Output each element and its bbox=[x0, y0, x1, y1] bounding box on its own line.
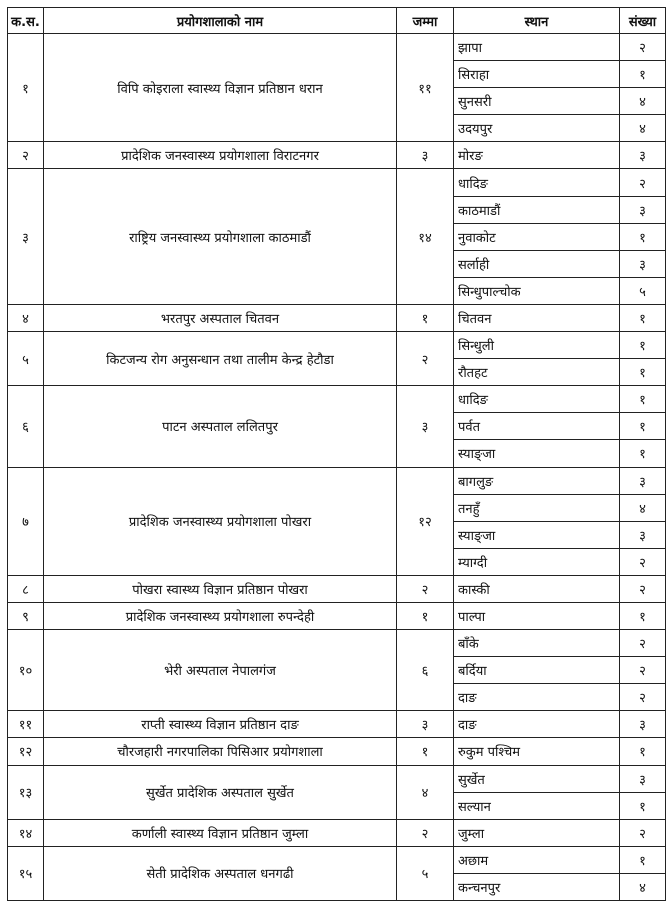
lab-name-cell: भरतपुर अस्पताल चितवन bbox=[44, 304, 397, 331]
table-row bbox=[8, 332, 666, 359]
table-row bbox=[8, 738, 666, 765]
table-body bbox=[8, 34, 666, 901]
table-row bbox=[8, 602, 666, 629]
count-cell: २ bbox=[620, 34, 666, 61]
serial-cell: १५ bbox=[8, 846, 44, 900]
count-cell: ४ bbox=[620, 115, 666, 142]
serial-cell: १२ bbox=[8, 738, 44, 765]
place-cell: झापा bbox=[454, 34, 620, 61]
table-row bbox=[8, 467, 666, 494]
place-cell: बाँके bbox=[454, 630, 620, 657]
table-row bbox=[8, 765, 666, 792]
serial-cell: ९ bbox=[8, 602, 44, 629]
total-cell: ६ bbox=[397, 630, 454, 711]
count-cell: १ bbox=[620, 602, 666, 629]
serial-cell: ६ bbox=[8, 386, 44, 467]
count-cell: २ bbox=[620, 657, 666, 684]
lab-name-cell: राप्ती स्वास्थ्य विज्ञान प्रतिष्ठान दाङ bbox=[44, 711, 397, 738]
table-row bbox=[8, 575, 666, 602]
place-cell: दाङ bbox=[454, 711, 620, 738]
count-cell: १ bbox=[620, 413, 666, 440]
count-cell: १ bbox=[620, 223, 666, 250]
place-cell: कास्की bbox=[454, 575, 620, 602]
serial-cell: ४ bbox=[8, 304, 44, 331]
count-cell: १ bbox=[620, 792, 666, 819]
table-row bbox=[8, 630, 666, 657]
place-cell: सर्लाही bbox=[454, 250, 620, 277]
table-row bbox=[8, 169, 666, 196]
place-cell: सल्यान bbox=[454, 792, 620, 819]
place-cell: स्याङ्जा bbox=[454, 521, 620, 548]
header-row bbox=[8, 8, 666, 34]
count-cell: ३ bbox=[620, 196, 666, 223]
place-cell: रुकुम पश्चिम bbox=[454, 738, 620, 765]
count-cell: ३ bbox=[620, 765, 666, 792]
count-cell: ५ bbox=[620, 277, 666, 304]
place-cell: तनहुँ bbox=[454, 494, 620, 521]
lab-name-cell: सेती प्रादेशिक अस्पताल धनगढी bbox=[44, 846, 397, 900]
place-cell: काठमाडौं bbox=[454, 196, 620, 223]
lab-distribution-table bbox=[7, 7, 666, 901]
place-cell: पर्वत bbox=[454, 413, 620, 440]
header-lab-name: प्रयोगशालाको नाम bbox=[44, 8, 397, 34]
lab-name-cell: राष्ट्रिय जनस्वास्थ्य प्रयोगशाला काठमाडौं bbox=[44, 169, 397, 304]
count-cell: १ bbox=[620, 846, 666, 873]
serial-cell: १० bbox=[8, 630, 44, 711]
count-cell: १ bbox=[620, 304, 666, 331]
total-cell: ३ bbox=[397, 142, 454, 169]
count-cell: २ bbox=[620, 630, 666, 657]
count-cell: १ bbox=[620, 332, 666, 359]
total-cell: ११ bbox=[397, 34, 454, 142]
lab-name-cell: किटजन्य रोग अनुसन्धान तथा तालीम केन्द्र हेटौडा bbox=[44, 332, 397, 386]
place-cell: अछाम bbox=[454, 846, 620, 873]
place-cell: चितवन bbox=[454, 304, 620, 331]
serial-cell: ११ bbox=[8, 711, 44, 738]
place-cell: म्याग्दी bbox=[454, 548, 620, 575]
count-cell: २ bbox=[620, 684, 666, 711]
count-cell: ३ bbox=[620, 142, 666, 169]
place-cell: धादिङ bbox=[454, 169, 620, 196]
header-count: संख्या bbox=[620, 8, 666, 34]
lab-name-cell: भेरी अस्पताल नेपालगंज bbox=[44, 630, 397, 711]
lab-name-cell: प्रादेशिक जनस्वास्थ्य प्रयोगशाला विराटनगर bbox=[44, 142, 397, 169]
serial-cell: ५ bbox=[8, 332, 44, 386]
count-cell: ४ bbox=[620, 88, 666, 115]
count-cell: १ bbox=[620, 738, 666, 765]
table-row bbox=[8, 34, 666, 61]
count-cell: ४ bbox=[620, 873, 666, 900]
header-serial: क.स. bbox=[8, 8, 44, 34]
lab-name-cell: कर्णाली स्वास्थ्य विज्ञान प्रतिष्ठान जुम्ला bbox=[44, 819, 397, 846]
total-cell: ३ bbox=[397, 386, 454, 467]
count-cell: २ bbox=[620, 169, 666, 196]
place-cell: बर्दिया bbox=[454, 657, 620, 684]
place-cell: बागलुङ bbox=[454, 467, 620, 494]
count-cell: १ bbox=[620, 386, 666, 413]
total-cell: २ bbox=[397, 819, 454, 846]
table-row bbox=[8, 386, 666, 413]
count-cell: १ bbox=[620, 359, 666, 386]
total-cell: १२ bbox=[397, 467, 454, 575]
count-cell: ३ bbox=[620, 711, 666, 738]
place-cell: नुवाकोट bbox=[454, 223, 620, 250]
count-cell: १ bbox=[620, 61, 666, 88]
count-cell: ३ bbox=[620, 250, 666, 277]
total-cell: २ bbox=[397, 575, 454, 602]
lab-name-cell: पोखरा स्वास्थ्य विज्ञान प्रतिष्ठान पोखरा bbox=[44, 575, 397, 602]
header-place: स्थान bbox=[454, 8, 620, 34]
total-cell: ५ bbox=[397, 846, 454, 900]
lab-name-cell: सुर्खेत प्रादेशिक अस्पताल सुर्खेत bbox=[44, 765, 397, 819]
count-cell: २ bbox=[620, 819, 666, 846]
lab-name-cell: चौरजहारी नगरपालिका पिसिआर प्रयोगशाला bbox=[44, 738, 397, 765]
place-cell: उदयपुर bbox=[454, 115, 620, 142]
total-cell: १ bbox=[397, 602, 454, 629]
lab-name-cell: पाटन अस्पताल ललितपुर bbox=[44, 386, 397, 467]
table-row bbox=[8, 142, 666, 169]
place-cell: सुर्खेत bbox=[454, 765, 620, 792]
place-cell: सिन्धुली bbox=[454, 332, 620, 359]
count-cell: ३ bbox=[620, 467, 666, 494]
serial-cell: १ bbox=[8, 34, 44, 142]
place-cell: धादिङ bbox=[454, 386, 620, 413]
lab-table-container bbox=[7, 7, 666, 901]
count-cell: २ bbox=[620, 548, 666, 575]
place-cell: स्याङ्जा bbox=[454, 440, 620, 467]
place-cell: मोरङ bbox=[454, 142, 620, 169]
place-cell: रौतहट bbox=[454, 359, 620, 386]
place-cell: कन्चनपुर bbox=[454, 873, 620, 900]
table-row bbox=[8, 711, 666, 738]
total-cell: ३ bbox=[397, 711, 454, 738]
serial-cell: ३ bbox=[8, 169, 44, 304]
serial-cell: ८ bbox=[8, 575, 44, 602]
place-cell: सिराहा bbox=[454, 61, 620, 88]
place-cell: पाल्पा bbox=[454, 602, 620, 629]
place-cell: सिन्धुपाल्चोक bbox=[454, 277, 620, 304]
count-cell: १ bbox=[620, 440, 666, 467]
count-cell: ४ bbox=[620, 494, 666, 521]
serial-cell: २ bbox=[8, 142, 44, 169]
total-cell: १ bbox=[397, 738, 454, 765]
table-row bbox=[8, 846, 666, 873]
serial-cell: ७ bbox=[8, 467, 44, 575]
header-total: जम्मा bbox=[397, 8, 454, 34]
lab-name-cell: विपि कोइराला स्वास्थ्य विज्ञान प्रतिष्ठान धरान bbox=[44, 34, 397, 142]
table-row bbox=[8, 819, 666, 846]
place-cell: दाङ bbox=[454, 684, 620, 711]
place-cell: सुनसरी bbox=[454, 88, 620, 115]
serial-cell: १३ bbox=[8, 765, 44, 819]
total-cell: २ bbox=[397, 332, 454, 386]
place-cell: जुम्ला bbox=[454, 819, 620, 846]
total-cell: ४ bbox=[397, 765, 454, 819]
count-cell: ३ bbox=[620, 521, 666, 548]
total-cell: १४ bbox=[397, 169, 454, 304]
lab-name-cell: प्रादेशिक जनस्वास्थ्य प्रयोगशाला रुपन्देही bbox=[44, 602, 397, 629]
table-row bbox=[8, 304, 666, 331]
count-cell: २ bbox=[620, 575, 666, 602]
lab-name-cell: प्रादेशिक जनस्वास्थ्य प्रयोगशाला पोखरा bbox=[44, 467, 397, 575]
serial-cell: १४ bbox=[8, 819, 44, 846]
total-cell: १ bbox=[397, 304, 454, 331]
